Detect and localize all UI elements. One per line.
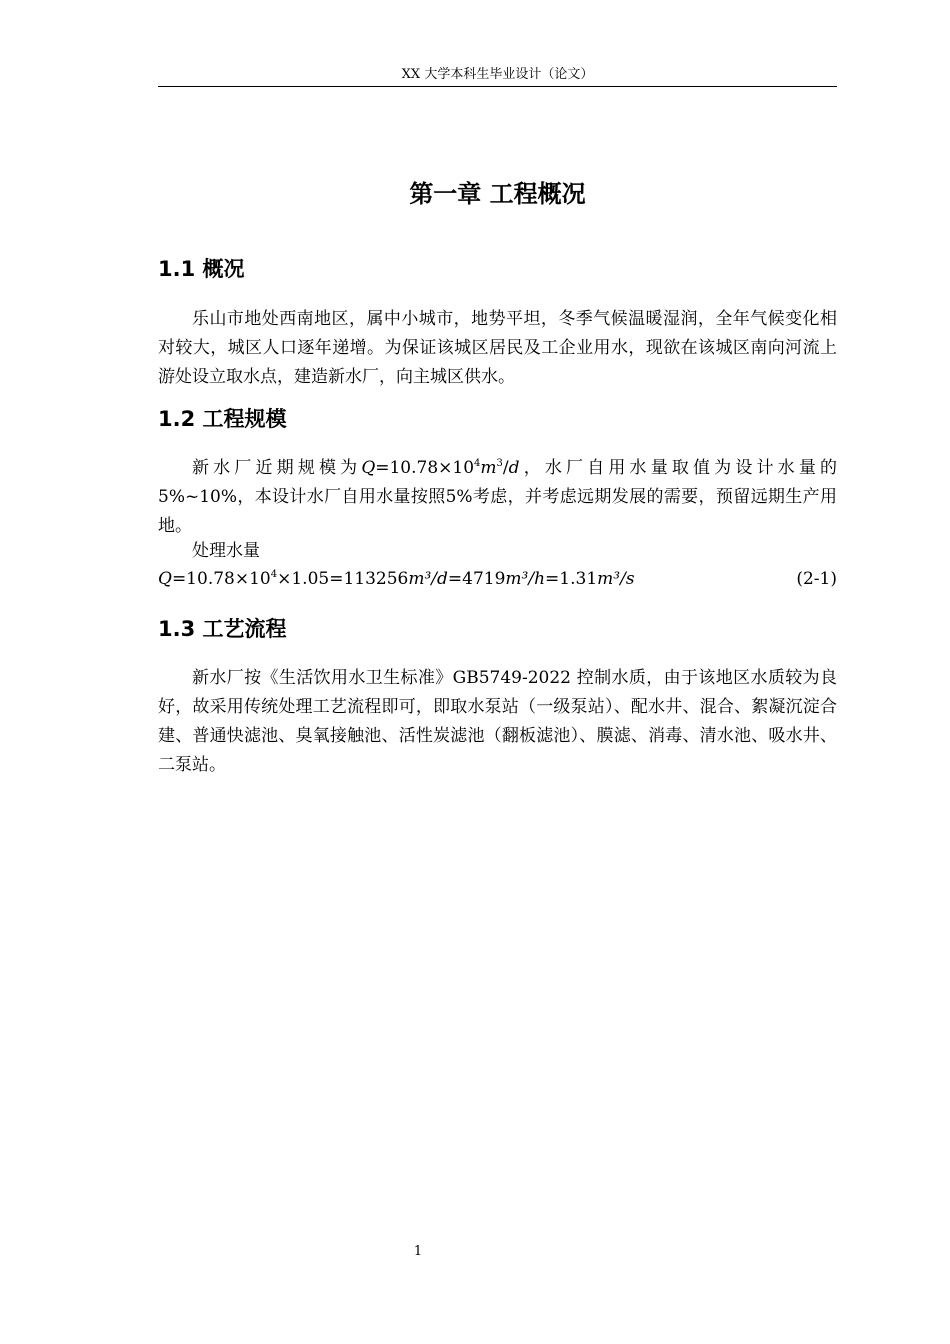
equation-2-1: $Q=10.78\times 10^4\times 1.05=113256m^3/d=4719m^3/h=1.31m^3/s$ (2-1): [158, 565, 837, 594]
scale-text-after: ，水厂自用水量取值为设计水量的5%~10%，本设计水厂自用水量按照5%考虑，并考虑远期发展的需要，预留远期生产用地。: [158, 458, 838, 536]
treatment-volume-label: 处理水量: [192, 541, 260, 561]
chapter-title: 第一章 工程概况: [409, 180, 586, 208]
running-header: XX 大学本科生毕业设计（论文）: [401, 67, 594, 82]
section-1-1-paragraph: 乐山市地处西南地区，属中小城市，地势平坦，冬季气候温暖湿润，全年气候变化相对较大，城区人口逐年递增。为保证该城区居民及工企业用水，现欲在该城区南向河流上游处设立取水点，建造新水厂，向主城区供水。: [158, 309, 837, 387]
scale-text-before: 新水厂近期规模为: [192, 458, 362, 478]
section-1-2-paragraph: [158, 454, 837, 541]
scale-formula: $Q=10.78\times 10^4m^3/d$: [361, 458, 520, 478]
section-heading-1-1: 1.1 概况: [158, 257, 245, 281]
header-divider: [158, 86, 837, 87]
section-heading-1-3: 1.3 工艺流程: [158, 617, 287, 641]
equation-number: (2-1): [796, 569, 837, 589]
section-heading-1-2: 1.2 工程规模: [158, 407, 287, 431]
page-number: 1: [413, 1244, 423, 1259]
section-1-3-paragraph: 新水厂按《生活饮用水卫生标准》GB5749-2022 控制水质，由于该地区水质较为良好，故采用传统处理工艺流程即可，即取水泵站（一级泵站）、配水井、混合、絮凝沉淀合建、普通快滤池、臭氧接触池、活性炭滤池（翻板滤池）、膜滤、消毒、清水池、吸水井、二泵站。: [158, 668, 837, 775]
